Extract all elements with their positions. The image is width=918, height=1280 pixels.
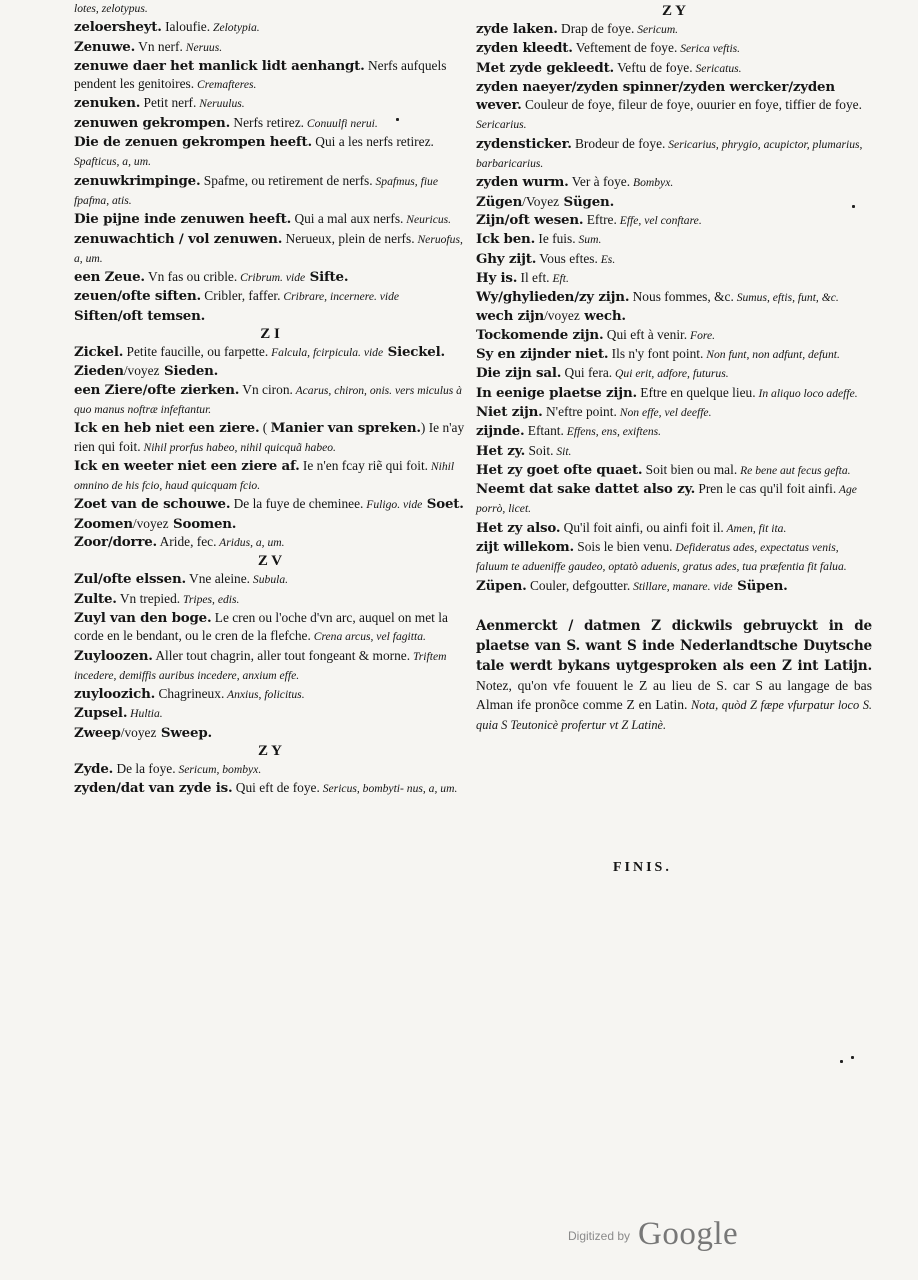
latin-definition: Sericarius. [476, 118, 527, 132]
french-definition: Aller tout chagrin, aller tout fongeant & morne. [152, 647, 411, 663]
headword: wech zijn [476, 308, 545, 325]
french-definition: N'eftre point. [542, 403, 617, 419]
dictionary-entry [74, 570, 466, 589]
french-definition: /voyez [123, 363, 160, 379]
french-definition: Veftu de foye. [614, 59, 693, 75]
french-definition: /voyez [544, 308, 580, 324]
usage-note [476, 616, 872, 735]
headword: zenuwe daer het manlick lidt aenhangt. [74, 57, 365, 74]
headword: Die zijn sal. [476, 365, 562, 382]
headword: Zoet van de schouwe. [74, 496, 231, 513]
right-column [476, 0, 872, 735]
latin-definition: Stillare, manare. vide [630, 579, 733, 593]
headword: Zyde. [74, 760, 114, 777]
cross-reference: wech. [579, 308, 626, 325]
headword: Niet zijn. [476, 403, 543, 420]
dictionary-entry [74, 343, 466, 362]
french-definition: /Voyez [522, 193, 560, 209]
dictionary-entry [74, 760, 466, 779]
headword: zyden kleedt. [476, 40, 573, 57]
latin-definition: Effe, vel conftare. [616, 213, 702, 227]
headword: Zenuwe. [74, 38, 136, 55]
latin-definition: Triftem incedere, demiffis auribus incedere, anxium effe. [74, 649, 447, 682]
french-definition: Petit nerf. [140, 95, 197, 111]
french-definition: Ver à foye. [568, 174, 631, 190]
headword: zenuken. [74, 95, 141, 112]
french-definition: Qui fera. [561, 365, 613, 381]
dictionary-entry [476, 135, 872, 174]
dictionary-entry [476, 59, 872, 78]
latin-definition: Cremafteres. [194, 78, 257, 92]
dictionary-entry [476, 230, 872, 249]
french-definition: Sois le bien venu. [573, 539, 673, 555]
latin-definition: Conuulfi nerui. [304, 116, 378, 130]
dictionary-entry [476, 20, 872, 39]
latin-definition: Sericarius, phrygio, acupictor, plumarius, barbaricarius. [476, 137, 863, 171]
dictionary-entry [476, 288, 872, 307]
dictionary-entry [74, 57, 466, 95]
dictionary-entry [476, 193, 872, 211]
cross-reference: Sieden. [159, 363, 219, 380]
dictionary-entry [74, 419, 466, 457]
dictionary-entry [476, 269, 872, 288]
french-definition: Veftement de foye. [572, 40, 678, 56]
latin-definition: Hultia. [127, 707, 163, 721]
latin-definition: Age porrò, licet. [476, 483, 857, 516]
cross-reference: Sügen. [559, 193, 615, 210]
latin-definition: Tripes, edis. [180, 592, 240, 606]
french-definition: Nerfs retirez. [230, 114, 305, 130]
headword: zuyloozich. [74, 686, 156, 703]
latin-definition: lotes, zelotypus. [74, 2, 148, 15]
headword: zenuwachtich / vol zenuwen. [74, 230, 283, 247]
latin-definition: Crena arcus, vel fagitta. [310, 630, 426, 644]
french-definition: ) Ie n'ay rien qui foit. [74, 420, 465, 454]
dictionary-entry [74, 647, 466, 686]
french-definition: Soit. [525, 442, 554, 458]
headword: Neemt dat sake dattet also zy. [476, 481, 696, 498]
headword: Hy is. [476, 269, 518, 286]
dictionary-entry [74, 18, 466, 37]
french-definition: /voyez [120, 724, 157, 740]
headword: zijt willekom. [476, 539, 574, 556]
latin-definition: Eft. [549, 271, 569, 285]
latin-definition: Amen, fit ita. [723, 521, 787, 535]
headword: Zupsel. [74, 705, 128, 722]
dictionary-entry [74, 724, 466, 742]
headword: een Zeue. [74, 269, 145, 286]
headword: Wy/ghylieden/zy zijn. [476, 289, 630, 306]
dictionary-entry [476, 442, 872, 461]
headword: Zoomen [74, 515, 133, 532]
latin-definition: In aliquo loco adeffe. [755, 386, 858, 400]
dictionary-entry [74, 94, 466, 113]
headword: Sy en zijnder niet. [476, 346, 609, 363]
headword: Zickel. [74, 344, 124, 361]
headword: zyden naeyer/zyden spinner/zyden wercker/zyden wever. [476, 78, 835, 114]
headword: Zulte. [74, 590, 117, 607]
cross-reference: Sieckel. [383, 344, 445, 361]
latin-definition: Defideratus ades, expectatus venis, faluum te adueniffe gaudeo, optatò aduenis, gratus ades, tua præfentia fit falua. [476, 541, 847, 574]
french-definition: Qui eft de foye. [232, 780, 320, 796]
headword: zijnde. [476, 423, 525, 440]
latin-definition: Zelotypia. [210, 21, 260, 35]
latin-definition: Acarus, chiron, onis. vers miculus à quo manus noftræ infeftantur. [74, 383, 462, 416]
latin-definition: Sericum. [634, 23, 679, 36]
french-definition: Nerfs aufquels pendent les genitoires. [74, 57, 447, 92]
french-definition: Ie n'en fcay riẽ qui foit. [299, 457, 429, 473]
latin-definition: Cribrum. vide [237, 271, 306, 285]
dictionary-entry [74, 172, 466, 211]
french-definition: Vn ciron. [239, 381, 293, 397]
dictionary-entry [74, 685, 466, 704]
latin-definition: Sumus, eftis, funt, &c. [733, 291, 839, 305]
headword: Züpen. [476, 577, 527, 594]
latin-definition: Aridus, a, um. [216, 536, 285, 550]
headword: Ick ben. [476, 231, 536, 248]
digitized-by-text: Digitized by [568, 1229, 631, 1243]
dictionary-entry [476, 422, 872, 441]
dictionary-entry [74, 38, 466, 57]
dictionary-entry [74, 704, 466, 723]
headword: Ick en heb niet een ziere. [74, 420, 260, 437]
french-definition: Il eft. [517, 269, 550, 285]
headword: Ick en weeter niet een ziere af. [74, 457, 300, 474]
headword: Die de zenuen gekrompen heeft. [74, 134, 312, 151]
dictionary-entry [476, 173, 872, 192]
french-definition: Aride, fec. [156, 534, 217, 550]
dictionary-entry [476, 461, 872, 480]
section-header: Z Y [257, 742, 283, 759]
french-definition: Qui a mal aux nerfs. [291, 211, 404, 227]
dictionary-entry [476, 519, 872, 538]
left-column [74, 0, 466, 799]
dictionary-entry [476, 403, 872, 422]
dictionary-entry [74, 457, 466, 496]
french-definition: Spafme, ou retirement de nerfs. [200, 172, 373, 188]
dutch-note: Aenmerckt / datmen Z dickwils gebruyckt in de plaetse van S. want S inde Nederlandtsche Duytsche tale werdt bykans uytgesproken als een Z int Latijn. [476, 617, 872, 674]
headword: zeuen/ofte siften. [74, 288, 201, 305]
latin-definition: Neruofus, a, um. [74, 232, 463, 265]
dictionary-entry [476, 384, 872, 403]
dictionary-entry [74, 609, 466, 647]
french-definition: /voyez [132, 515, 169, 531]
french-definition: Soit bien ou mal. [642, 461, 738, 477]
headword: zydensticker. [476, 135, 572, 152]
headword: Tockomende zijn. [476, 326, 604, 343]
latin-definition: Sericus, bombyti- nus, a, um. [319, 782, 458, 796]
dictionary-entry [476, 480, 872, 519]
dictionary-entry [74, 533, 466, 552]
latin-definition: Cribrare, incernere. vide [280, 290, 400, 304]
latin-definition: Bombyx. [630, 176, 674, 190]
latin-definition: Sit. [553, 444, 572, 458]
latin-note: Nota, quòd Z fæpe vfurpatur loco S. quia S Teutonicè profertur vt Z Latinè. [476, 697, 872, 732]
headword: Die pijne inde zenuwen heeft. [74, 211, 292, 228]
french-definition: Drap de foye. [557, 21, 635, 36]
headword: zyden/dat van zyde is. [74, 780, 233, 797]
latin-definition: Re bene aut fecus gefta. [737, 463, 851, 477]
french-definition: Vne aleine. [185, 571, 251, 587]
headword: Het zy. [476, 442, 526, 459]
headword: Ghy zijt. [476, 250, 537, 267]
dictionary-entry [476, 326, 872, 345]
section-header: Z Y [661, 3, 687, 19]
dictionary-entry [476, 345, 872, 364]
french-definition: Qui a les nerfs retirez. [311, 134, 434, 150]
french-definition: De la foye. [113, 760, 176, 776]
french-definition: Vn trepied. [116, 590, 181, 606]
french-definition: Chagrineux. [155, 686, 225, 702]
dictionary-entry [476, 307, 872, 325]
headword: Het zy also. [476, 519, 561, 536]
latin-definition: Sericum, bombyx. [175, 762, 262, 776]
french-definition: Eftre en quelque lieu. [636, 384, 756, 400]
finis-label: FINIS. [613, 860, 672, 875]
headword: zyden wurm. [476, 174, 569, 191]
latin-definition: Nihil omnino de his fcio, haud quicquam fcio. [74, 459, 455, 493]
headword: Zoor/dorre. [74, 534, 157, 551]
section-header: Z V [257, 553, 283, 570]
french-definition: Petite faucille, ou farpette. [123, 344, 269, 360]
headword: Met zyde gekleedt. [476, 59, 615, 76]
latin-definition: Neruus. [182, 40, 223, 54]
latin-definition: Subula. [250, 573, 289, 587]
dictionary-entry [74, 230, 466, 269]
french-definition: Eftre. [583, 211, 617, 227]
cross-reference: Soomen. [168, 515, 237, 532]
headword: zeloersheyt. [74, 19, 162, 36]
latin-definition: Neuricus. [403, 213, 452, 227]
dictionary-entry [74, 779, 466, 798]
headword: Zuyl van den boge. [74, 609, 212, 626]
headword: In eenige plaetse zijn. [476, 384, 637, 401]
cross-reference: Süpen. [732, 577, 788, 594]
cross-reference: Siften/oft temsen. [74, 307, 206, 324]
headword: Zuyloozen. [74, 647, 153, 664]
french-note: Notez, qu'on vfe fouuent le Z au lieu de S. car S au langage de bas Alman ife pronõce comme Z en Latin. [476, 677, 872, 712]
french-definition: Ie fuis. [535, 231, 576, 247]
french-definition: Couleur de foye, fileur de foye, ouurier en foye, tiffier de foye. [521, 97, 862, 113]
headword: een Ziere/ofte zierken. [74, 381, 240, 398]
french-definition: Pren le cas qu'il foit ainfi. [695, 481, 837, 497]
french-definition: Qu'il foit ainfi, ou ainfi foit il. [560, 519, 724, 535]
google-logo: Google [638, 1216, 739, 1252]
latin-definition: Sericatus. [692, 61, 742, 75]
french-definition: Ialoufie. [161, 19, 211, 35]
french-definition: Qui eft à venir. [603, 326, 688, 342]
french-definition: ( [259, 420, 271, 436]
dictionary-entry [74, 495, 466, 514]
headword: Zieden [74, 363, 124, 380]
headword: zyde laken. [476, 21, 558, 37]
headword: Zijn/oft wesen. [476, 211, 584, 228]
ink-speck [396, 118, 399, 121]
headword: zenuwkrimpinge. [74, 172, 201, 189]
dictionary-entry [74, 590, 466, 609]
dictionary-entry [74, 287, 466, 325]
dictionary-entry [74, 0, 466, 18]
latin-definition: Spafmus, fiue fpafma, atis. [74, 174, 438, 207]
dictionary-entry [74, 381, 466, 420]
latin-definition: Fuligo. vide [363, 498, 423, 512]
dictionary-entry [476, 538, 872, 577]
headword: Zügen [476, 193, 523, 210]
cross-reference: Manier van spreken. [270, 420, 421, 437]
french-definition: Couler, defgoutter. [526, 577, 631, 593]
latin-definition: Neruulus. [196, 97, 245, 111]
dictionary-entry [74, 515, 466, 533]
latin-definition: Qui erit, adfore, futurus. [612, 367, 729, 381]
french-definition: Eftant. [524, 423, 564, 439]
latin-definition: Fore. [687, 328, 716, 342]
headword: Zweep [74, 724, 121, 741]
digitized-by-google-watermark [568, 1216, 738, 1253]
french-definition: Ils n'y font point. [608, 346, 704, 362]
french-definition: Brodeur de foye. [571, 135, 666, 151]
latin-definition: Es. [597, 252, 616, 266]
french-definition: Vn nerf. [135, 38, 183, 54]
latin-definition: Serica veftis. [677, 42, 741, 56]
headword: Het zy goet ofte quaet. [476, 461, 643, 478]
french-definition: Vous eftes. [536, 250, 598, 266]
ink-speck [852, 205, 855, 208]
section-header: Z I [260, 326, 280, 343]
french-definition: De la fuye de cheminee. [230, 496, 364, 512]
french-definition: Cribler, faffer. [200, 288, 281, 304]
latin-definition: Falcula, fcirpicula. vide [268, 346, 384, 360]
latin-definition: Effens, ens, exiftens. [563, 425, 662, 439]
dictionary-entry [476, 250, 872, 269]
dictionary-entry [476, 211, 872, 230]
latin-definition: Non effe, vel deeffe. [616, 405, 712, 419]
french-definition: Nerueux, plein de nerfs. [282, 230, 415, 246]
latin-definition: Spafticus, a, um. [74, 155, 151, 169]
french-definition: Le cren ou l'oche d'vn arc, auquel on met la corde en le bendant, ou le cren de la flefche. [74, 609, 448, 644]
dictionary-entry [74, 133, 466, 172]
latin-definition: Nihil prorfus habeo, nihil quicquã habeo. [140, 440, 336, 454]
latin-definition: Sum. [575, 233, 602, 247]
headword: Zul/ofte elssen. [74, 571, 186, 588]
headword: zenuwen gekrompen. [74, 114, 231, 131]
ink-speck [840, 1060, 843, 1063]
cross-reference: Sifte. [305, 269, 349, 286]
dictionary-entry [476, 78, 872, 135]
dictionary-entry [74, 362, 466, 380]
dictionary-entry [476, 364, 872, 383]
latin-definition: Non funt, non adfunt, defunt. [703, 348, 840, 362]
dictionary-entry [74, 268, 466, 287]
dictionary-entry [74, 210, 466, 229]
dictionary-entry [476, 577, 872, 596]
french-definition: Nous fommes, &c. [629, 289, 734, 305]
cross-reference: Soet. [422, 496, 464, 513]
latin-definition: Anxius, folicitus. [224, 688, 305, 702]
dictionary-entry [74, 114, 466, 133]
cross-reference: Sweep. [156, 724, 212, 741]
dictionary-entry [476, 39, 872, 58]
french-definition: Vn fas ou crible. [144, 269, 238, 285]
ink-speck [851, 1056, 854, 1059]
